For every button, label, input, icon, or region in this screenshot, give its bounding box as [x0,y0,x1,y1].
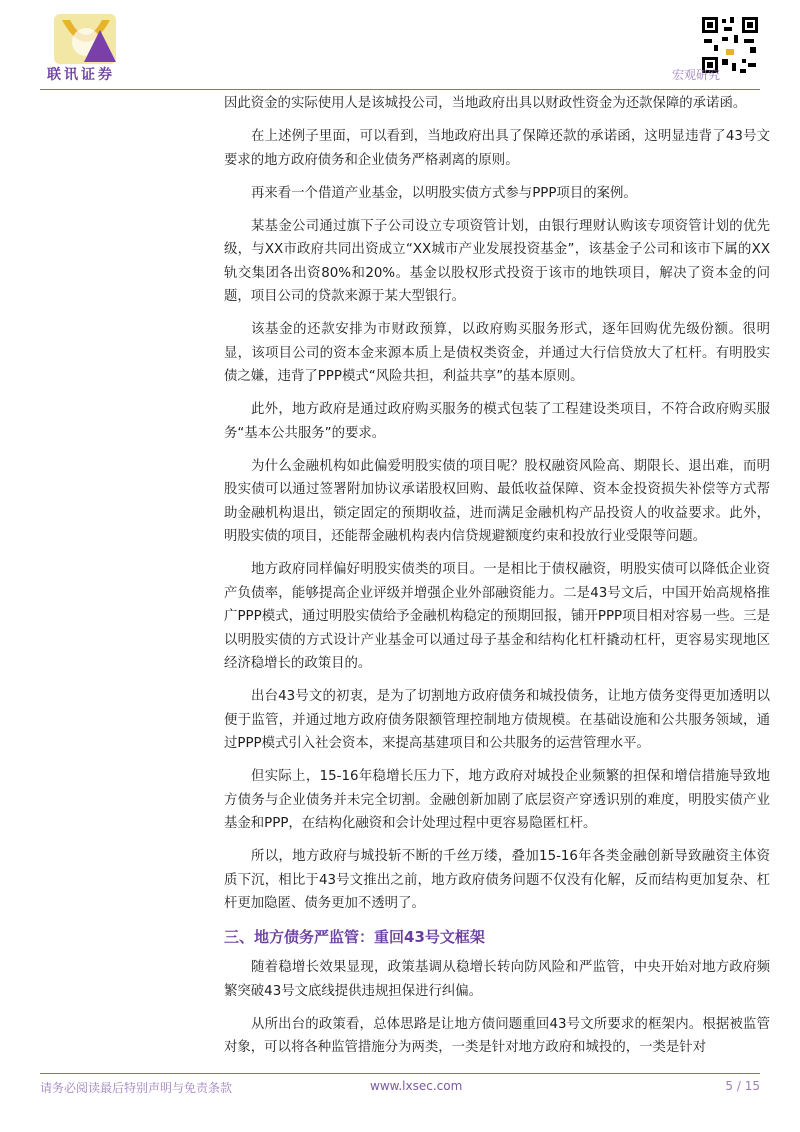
paragraph-2: 在上述例子里面，可以看到，当地政府出具了保障还款的承诺函，这明显违背了43号文要求的地方政府债务和企业债务严格剥离的原则。 [224,129,770,168]
paragraph-6: 此外，地方政府是通过政府购买服务的模式包装了工程建设类项目，不符合政府购买服务“基本公共服务”的要求。 [224,402,770,441]
footer-divider [40,1073,760,1074]
paragraph-5: 该基金的还款安排为市财政预算，以政府购买服务形式，逐年回购优先级份额。很明显，该项目公司的资本金来源本质上是债权类资金，并通过大行信贷放大了杠杆。有明股实债之嫌，违背了PPP模式“风险共担，利益共享”的基本原则。 [224,322,770,384]
disclaimer-text: 请务必阅读最后特别声明与免责条款 [40,1081,233,1095]
section-heading: 三、地方债务严监管：重回43号文框架 [224,928,485,946]
report-category-label: 宏观研究 [671,68,720,82]
paragraph-10: 但实际上，15-16年稳增长压力下，地方政府对城投企业频繁的担保和增信措施导致地方债务与企业债务并未完全切割。金融创新加剧了底层资产穿透识别的难度，明股实债产业基金和PPP，在结构化融资和会计处理过程中更容易隐匿杠杆。 [224,769,770,831]
section-paragraph-2: 从所出台的政策看，总体思路是让地方债问题重回43号文所要求的框架内。根据被监管对象，可以将各种监管措施分为两类，一类是针对地方政府和城投的，一类是针对 [224,1016,770,1055]
page-header [0,0,800,90]
section-paragraph-1: 随着稳增长效果显现，政策基调从稳增长转向防风险和严监管，中央开始对地方政府频繁突破43号文底线提供违规担保进行纠偏。 [224,960,770,999]
paragraph-3: 再来看一个借道产业基金，以明股实债方式参与PPP项目的案例。 [251,185,637,201]
body-text [224,92,770,925]
page-number: 5 / 15 [725,1079,760,1093]
paragraph-8: 地方政府同样偏好明股实债类的项目。一是相比于债权融资，明股实债可以降低企业资产负债率，能够提高企业评级并增强企业外部融资能力。二是43号文后，中国开始高规格推广PPP模式，通过明股实债给予金融机构稳定的预期回报，铺开PPP项目相对容易一些。三是以明股实债的方式设计产业基金可以通过母子基金和结构化杠杆撬动杠杆，更容易实现地区经济稳增长的政策目的。 [224,562,770,671]
logo-text: 联讯证券 [47,67,115,83]
website-link[interactable]: www.lxsec.com [370,1079,463,1093]
paragraph-1: 因此资金的实际使用人是该城投公司，当地政府出具以财政性资金为还款保障的承诺函。 [224,96,747,111]
paragraph-7: 为什么金融机构如此偏爱明股实债的项目呢？股权融资风险高、期限长、退出难，而明股实债可以通过签署附加协议承诺股权回购、最低收益保障、资本金投资损失补偿等方式帮助金融机构退出，锁定固定的预期收益，进而满足金融机构产品投资人的收益要求。此外，明股实债的项目，还能帮金融机构表内信贷规避额度约束和投放行业受限等问题。 [224,458,770,544]
paragraph-9: 出台43号文的初衷，是为了切割地方政府债务和城投债务，让地方债务变得更加透明以便于监管，并通过地方政府债务限额管理控制地方债规模。在基础设施和公共服务领域，通过PPP模式引入社会资本，来提高基建项目和公共服务的运营管理水平。 [224,689,770,751]
section-body-text [224,956,770,1069]
paragraph-4: 某基金公司通过旗下子公司设立专项资管计划，由银行理财认购该专项资管计划的优先级，与XX市政府共同出资成立“XX城市产业发展投资基金”，该基金子公司和该市下属的XX轨交集团各出资80%和20%。基金以股权形式投资于该市的地铁项目，解决了资本金的问题，项目公司的贷款来源于某大型银行。 [224,218,770,304]
paragraph-11: 所以，地方政府与城投斩不断的千丝万缕，叠加15-16年各类金融创新导致融资主体资质下沉，相比于43号文推出之前，地方政府债务问题不仅没有化解，反而结构更加复杂、杠杆更加隐匿、债务更加不透明了。 [224,849,770,911]
header-divider [40,89,760,90]
